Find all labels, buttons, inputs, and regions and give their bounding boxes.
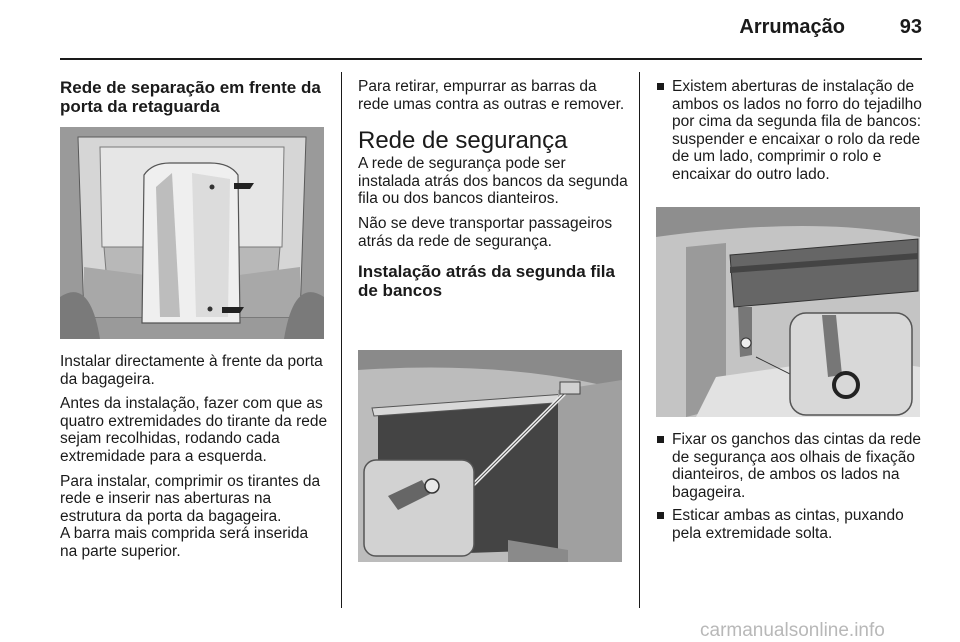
paragraph: A barra mais comprida será inserida na parte superior.	[60, 525, 309, 560]
column-1	[60, 78, 328, 116]
bullet-square-icon	[657, 83, 664, 90]
section-heading-separation-net: Rede de separação em frente da porta da retaguarda	[60, 78, 321, 116]
page-number: 93	[899, 16, 922, 38]
bullet-square-icon	[657, 436, 664, 443]
list-item	[656, 431, 926, 501]
figure-safety-net-drawing	[358, 350, 622, 562]
figure-safety-net-straps	[656, 207, 920, 417]
header-rule	[60, 58, 922, 60]
list-item	[656, 507, 926, 542]
paragraph: Antes da instalação, fazer com que as quatro extremidades do tirante da rede sejam recolhidas, rodando cada extremidade para a esquerda.	[60, 395, 328, 465]
bullet-text: Fixar os ganchos das cintas da rede de segurança aos olhais de fixação dianteiros, de ambos os lados na bagageira.	[672, 431, 921, 501]
column-1-text	[60, 353, 328, 568]
figure-safety-net-straps-drawing	[656, 207, 920, 417]
column-3	[656, 78, 926, 190]
paragraph-remove-instructions: Para retirar, empurrar as barras da rede umas contra as outras e remover.	[358, 78, 625, 113]
column-2	[358, 78, 628, 300]
paragraph: Instalar directamente à frente da porta da bagageira.	[60, 353, 323, 388]
bullet-text: Existem aberturas de instalação de ambos os lados no forro do tejadilho por cima da segunda fila de bancos: suspender e encaixar o rolo da rede de um lado, comprimir o rolo e encaixar do outro lado.	[672, 78, 922, 183]
figure-safety-net-roller	[358, 350, 622, 562]
figure-partition-net-drawing	[60, 127, 324, 339]
list-item	[656, 78, 926, 184]
section-title-safety-net: Rede de segurança	[358, 127, 568, 155]
paragraph: Não se deve transportar passageiros atrás da rede de segurança.	[358, 214, 613, 250]
watermark: carmanualsonline.info	[700, 620, 885, 641]
bullet-text: Esticar ambas as cintas, puxando pela extremidade solta.	[672, 507, 904, 542]
column-3-bottom	[656, 431, 926, 549]
bullet-square-icon	[657, 512, 664, 519]
paragraph: Para instalar, comprimir os tirantes da rede e inserir nas aberturas na estrutura da porta da bagageira.	[60, 472, 321, 525]
paragraph: A rede de segurança pode ser instalada atrás dos bancos da segunda fila ou dos bancos dianteiros.	[358, 155, 628, 208]
column-divider-1	[341, 72, 342, 608]
bullet-list-bottom	[656, 431, 926, 543]
column-divider-2	[639, 72, 640, 608]
figure-partition-net-illustration	[60, 127, 324, 339]
page-header-title: Arrumação	[739, 16, 845, 38]
subheading-install-second-row: Instalação atrás da segunda fila de bancos	[358, 262, 615, 301]
bullet-list-top	[656, 78, 926, 184]
